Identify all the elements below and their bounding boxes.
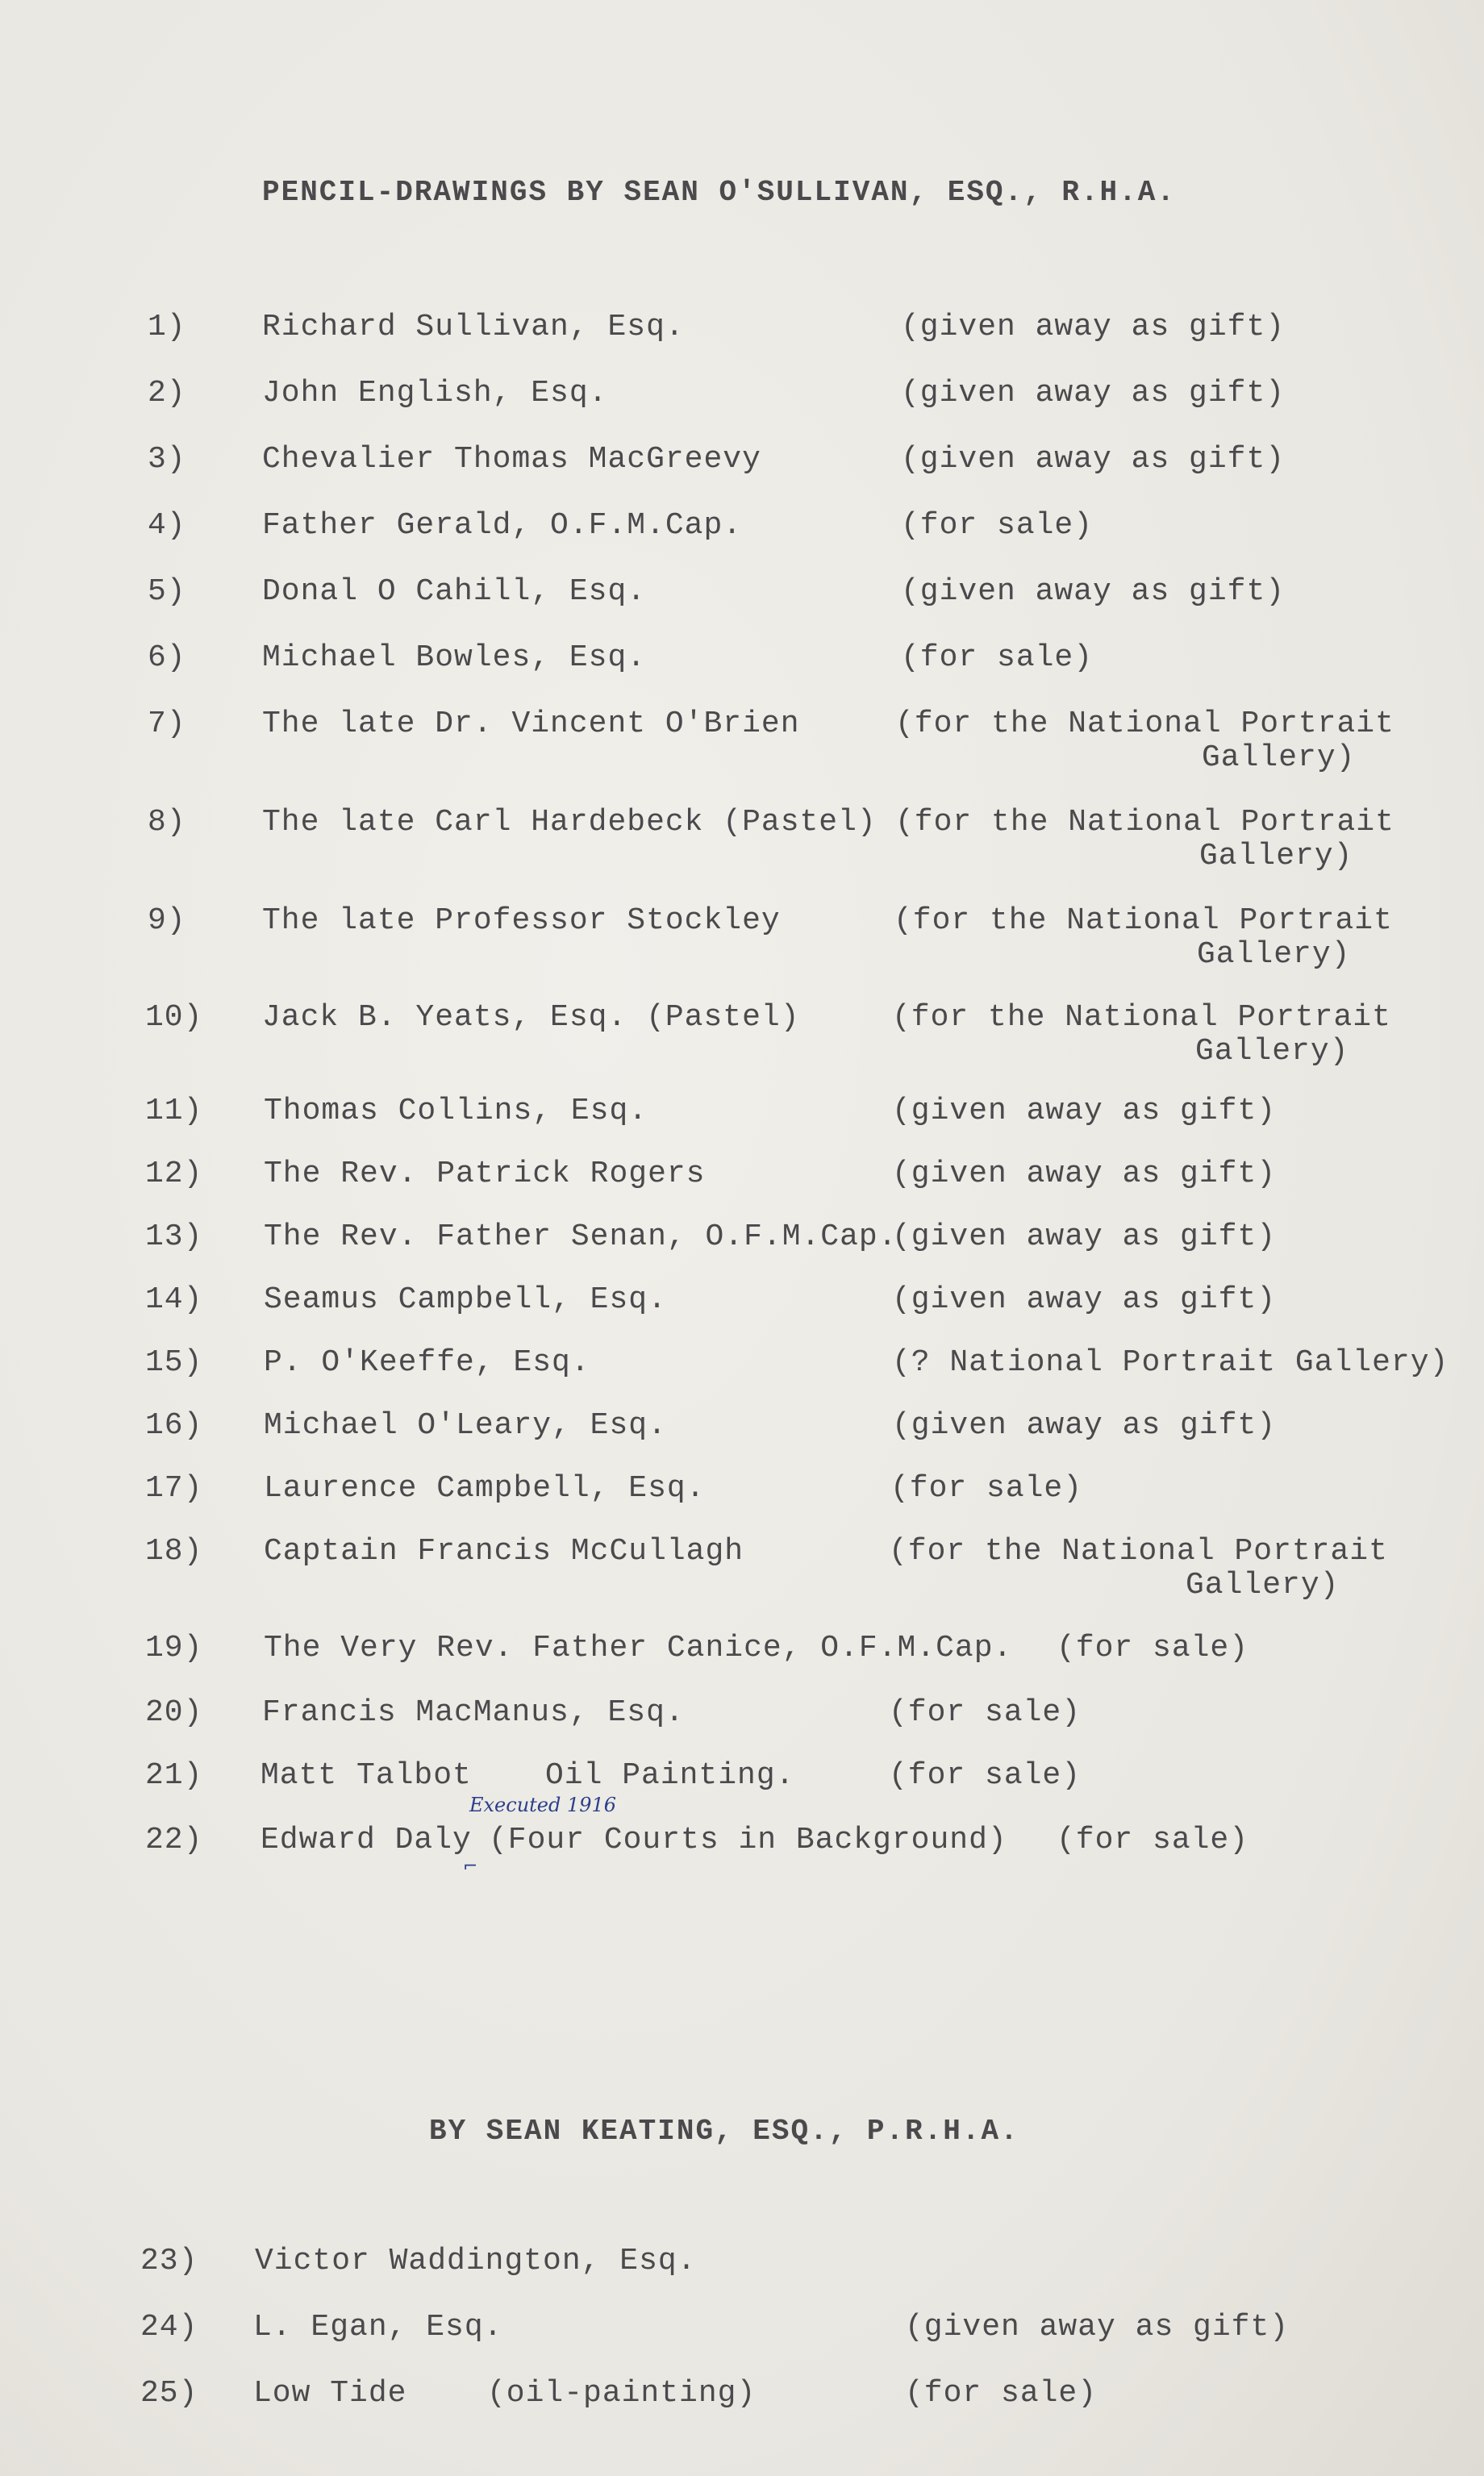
section-heading-keating: BY SEAN KEATING, ESQ., P.R.H.A. xyxy=(429,2115,1019,2148)
item-name: P. O'Keeffe, Esq. xyxy=(264,1345,590,1380)
item-name: Chevalier Thomas MacGreevy xyxy=(262,442,761,477)
item-status: (given away as gift) xyxy=(892,1094,1277,1128)
insertion-caret-mark: ⌐ xyxy=(463,1857,478,1877)
item-number: 21) xyxy=(145,1758,203,1793)
item-status-continued: Gallery) xyxy=(1199,839,1353,873)
item-number: 3) xyxy=(148,442,186,477)
item-status: (for sale) xyxy=(890,1471,1083,1506)
item-status: (for the National Portrait xyxy=(895,805,1394,840)
item-detail: (Four Courts in Background) xyxy=(489,1823,1007,1857)
item-status-continued: Gallery) xyxy=(1202,740,1356,775)
item-name: Donal O Cahill, Esq. xyxy=(262,574,647,609)
item-status-continued: Gallery) xyxy=(1186,1568,1340,1603)
item-name: L. Egan, Esq. xyxy=(253,2310,503,2345)
item-name: Edward Daly xyxy=(261,1823,472,1857)
item-name: The Rev. Father Senan, O.F.M.Cap. xyxy=(264,1219,898,1254)
item-name: Low Tide xyxy=(253,2376,407,2411)
item-status: (? National Portrait Gallery) xyxy=(892,1345,1449,1380)
item-name: Laurence Campbell, Esq. xyxy=(264,1471,706,1506)
item-number: 9) xyxy=(148,903,186,938)
item-name: John English, Esq. xyxy=(262,376,608,411)
item-number: 1) xyxy=(148,310,186,344)
item-status: (given away as gift) xyxy=(901,574,1286,609)
item-name: Jack B. Yeats, Esq. (Pastel) xyxy=(262,1000,800,1035)
item-status: (for sale) xyxy=(901,640,1094,675)
item-medium: (oil-painting) xyxy=(487,2376,757,2411)
item-status: (given away as gift) xyxy=(901,442,1286,477)
item-name: Matt Talbot xyxy=(261,1758,472,1793)
item-name: Victor Waddington, Esq. xyxy=(255,2244,697,2278)
item-number: 22) xyxy=(145,1823,203,1857)
item-status: (for the National Portrait xyxy=(895,707,1394,741)
item-number: 23) xyxy=(140,2244,198,2278)
item-status: (given away as gift) xyxy=(901,376,1286,411)
item-status: (for the National Portrait xyxy=(894,903,1393,938)
item-name: Captain Francis McCullagh xyxy=(264,1534,744,1569)
item-name: Father Gerald, O.F.M.Cap. xyxy=(262,508,743,543)
item-status: (for the National Portrait xyxy=(892,1000,1391,1035)
item-number: 7) xyxy=(148,707,186,741)
item-status: (given away as gift) xyxy=(892,1219,1277,1254)
item-number: 5) xyxy=(148,574,186,609)
item-name: Michael O'Leary, Esq. xyxy=(264,1408,667,1443)
item-name: The Very Rev. Father Canice, O.F.M.Cap. xyxy=(264,1631,1013,1665)
item-number: 6) xyxy=(148,640,186,675)
item-name: The late Professor Stockley xyxy=(262,903,781,938)
item-status: (for sale) xyxy=(1057,1631,1249,1665)
item-status-continued: Gallery) xyxy=(1195,1034,1349,1069)
item-number: 17) xyxy=(145,1471,203,1506)
item-number: 24) xyxy=(140,2310,198,2345)
item-name: The Rev. Patrick Rogers xyxy=(264,1157,706,1191)
item-number: 20) xyxy=(145,1695,203,1730)
item-number: 18) xyxy=(145,1534,203,1569)
item-name: Thomas Collins, Esq. xyxy=(264,1094,648,1128)
item-name: Michael Bowles, Esq. xyxy=(262,640,647,675)
item-status: (for sale) xyxy=(1057,1823,1249,1857)
item-number: 10) xyxy=(145,1000,203,1035)
item-status: (for the National Portrait xyxy=(889,1534,1388,1569)
item-number: 2) xyxy=(148,376,186,411)
item-number: 25) xyxy=(140,2376,198,2411)
item-name: Seamus Campbell, Esq. xyxy=(264,1282,667,1317)
item-number: 13) xyxy=(145,1219,203,1254)
item-status: (for sale) xyxy=(905,2376,1098,2411)
item-status: (given away as gift) xyxy=(892,1408,1277,1443)
item-number: 8) xyxy=(148,805,186,840)
item-status-continued: Gallery) xyxy=(1197,937,1351,972)
handwritten-annotation: Executed 1916 xyxy=(469,1794,617,1816)
item-number: 16) xyxy=(145,1408,203,1443)
item-number: 12) xyxy=(145,1157,203,1191)
item-status: (for sale) xyxy=(889,1695,1082,1730)
item-number: 14) xyxy=(145,1282,203,1317)
item-status: (given away as gift) xyxy=(901,310,1286,344)
item-name: Richard Sullivan, Esq. xyxy=(262,310,685,344)
item-status: (for sale) xyxy=(889,1758,1082,1793)
item-name: The late Carl Hardebeck (Pastel) xyxy=(262,805,877,840)
item-name: The late Dr. Vincent O'Brien xyxy=(262,707,800,741)
item-status: (given away as gift) xyxy=(892,1282,1277,1317)
item-number: 15) xyxy=(145,1345,203,1380)
item-name: Francis MacManus, Esq. xyxy=(262,1695,685,1730)
item-status: (given away as gift) xyxy=(892,1157,1277,1191)
item-number: 4) xyxy=(148,508,186,543)
section-heading-osullivan: PENCIL-DRAWINGS BY SEAN O'SULLIVAN, ESQ., R.H.A. xyxy=(262,176,1176,209)
item-number: 11) xyxy=(145,1094,203,1128)
item-status: (given away as gift) xyxy=(905,2310,1290,2345)
item-medium: Oil Painting. xyxy=(545,1758,795,1793)
item-status: (for sale) xyxy=(901,508,1094,543)
item-number: 19) xyxy=(145,1631,203,1665)
